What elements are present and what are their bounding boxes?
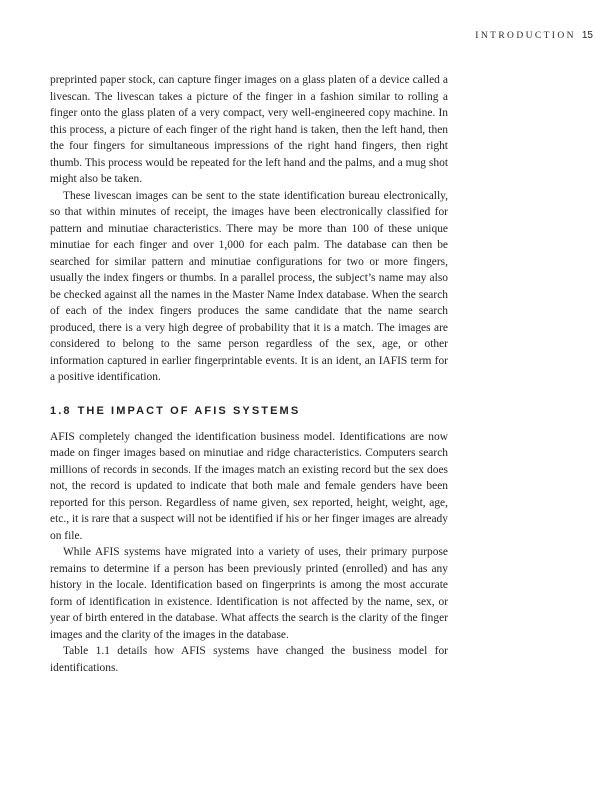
page-number: 15 (581, 30, 593, 41)
paragraph-afis-business-model: AFIS completely changed the identification business model. Identifications are now made on finger images based on minutiae and ridge characteristics. Computers search millions of records in seconds. If the images match an existing record but the sex does not, the record is updated to indicate that both male and female genders have been reported for this person. Regardless of name given, sex reported, height, weight, age, etc., it is rare that a suspect will not be identified if his or her finger images are already on file. (50, 430, 448, 542)
running-header (475, 30, 593, 41)
paragraph-afis-purpose: While AFIS systems have migrated into a variety of uses, their primary purpose remains to determine if a person has been previously printed (enrolled) and has any history in the locale. Identification based on fingerprints is among the most accurate form of identification in existence. Identification is not affected by the name, sex, or year of birth entered in the database. What affects the search is the clarity of the finger images and the clarity of the images in the database. (50, 546, 448, 641)
section-heading (50, 404, 448, 418)
paragraph-livescan-capture: preprinted paper stock, can capture finger images on a glass platen of a device called a livescan. The livescan takes a picture of the finger in a fashion similar to rolling a finger onto the glass platen of a very compact, very well-engineered copy machine. In this process, a picture of each finger of the right hand is taken, then the left hand, then the four fingers for simultaneous impressions of the right hand fingers, then right thumb. This process would be repeated for the left hand and the palms, and a mug shot might also be taken. (50, 74, 448, 185)
chapter-title: INTRODUCTION (475, 31, 576, 41)
paragraph-table-reference: Table 1.1 details how AFIS systems have changed the business model for identifications. (50, 645, 448, 674)
section-number: 1.8 (50, 404, 72, 417)
paragraph-livescan-transmission: These livescan images can be sent to the state identification bureau electronically, so that within minutes of receipt, the images have been electronically classified for pattern and minutiae characteristics. There may be more than 100 of these unique minutiae for each finger and over 1,000 for each palm. The database can then be searched for similar pattern and minutiae configurations for two or more fingers, usually the index fingers or thumbs. In a parallel process, the subject’s name may also be checked against all the names in the Master Name Index database. When the search of each of the index fingers produces the same candidate that the name search produced, there is a very high degree of probability that it is a match. The images are considered to belong to the same person regardless of the sex, age, or other information captured in earlier fingerprintable events. It is an ident, an IAFIS term for a positive identification. (50, 189, 448, 383)
text-column (50, 72, 448, 676)
section-title: THE IMPACT OF AFIS SYSTEMS (77, 404, 301, 417)
